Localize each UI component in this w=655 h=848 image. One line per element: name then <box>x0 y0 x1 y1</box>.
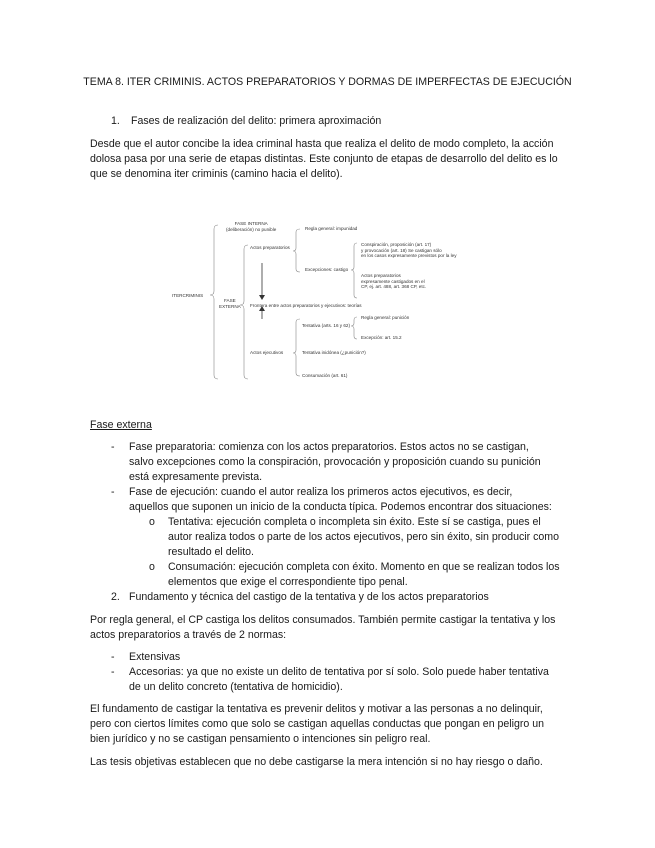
root-brace <box>210 225 218 379</box>
subbullet-line: Tentativa: ejecución completa o incompleta sin éxito. Este sí se castiga, pues el <box>168 516 541 528</box>
diagram-consumacion: Consumación (art. 61) <box>302 373 348 378</box>
fase-externa-heading: Fase externa <box>90 419 152 431</box>
section-1-heading: Fases de realización del delito: primera aproximación <box>131 115 382 127</box>
diagram-tentativa: Tentativa (arts. 16 y 62) <box>302 323 351 328</box>
fundamento-line: bien jurídico y no se castigan pensamiento o intenciones sin peligro real. <box>90 733 431 745</box>
subbullet-marker: o <box>149 516 155 528</box>
diagram-excepciones: Excepciones: castigo <box>305 267 349 272</box>
subbullet-line: autor realiza todos o parte de los actos ejecutivos, pero sin éxito, sin producir como <box>168 531 559 543</box>
fase-externa-brace <box>240 245 248 379</box>
diagram-actos-preparatorios: Actos preparatorios <box>250 245 290 250</box>
ejecutivos-brace <box>293 319 300 376</box>
norma-line: Extensivas <box>129 651 181 663</box>
intro-line: dolosa pasa por una serie de etapas distintas. Este conjunto de etapas de desarrollo del delito es lo <box>90 153 558 165</box>
diagram-frontera: Frontera entre actos preparatorios y ejecutivos: teorías <box>250 303 362 308</box>
diagram-regla-impunidad: Regla general: impunidad <box>305 226 358 231</box>
diagram-root: ITERCRIMINIS <box>172 293 204 298</box>
norma-marker: - <box>111 666 115 678</box>
excepciones-brace <box>351 243 357 298</box>
diagram-fase-externa: FASE EXTERNA <box>219 298 241 309</box>
diagram-excepcion: Excepción: art. 15.2 <box>361 335 402 340</box>
diagram-fase-interna: FASE INTERNA (deliberación) no punible <box>226 221 277 232</box>
section-1-number: 1. <box>111 115 120 127</box>
intro-line: Desde que el autor concibe la idea criminal hasta que realiza el delito de modo completo, la acción <box>90 138 554 150</box>
bullet-line: aquellos que suponen un inicio de la conducta típica. Podemos encontrar dos situaciones: <box>129 501 552 513</box>
fundamento-line: El fundamento de castigar la tentativa es prevenir delitos y motivar a las personas a no delinquir, <box>90 703 543 715</box>
arrow-head-icon <box>259 295 265 300</box>
diagram-tentativa-inidonea: Tentativa inidónea (¿punición?) <box>302 350 366 355</box>
subbullet-line: Consumación: ejecución completa con éxito. Momento en que se realizan todos los <box>168 561 560 573</box>
diagram-conspiracion: Conspiración, proposición (art. 17) y provocación (art. 18) Se castigan sólo en los casos expresamente previstos por la ley <box>361 242 457 259</box>
section-2-number: 2. <box>111 591 120 603</box>
diagram-regla-punicion: Regla general: punición <box>361 315 410 320</box>
bullet-line: Fase de ejecución: cuando el autor realiza los primeros actos ejecutivos, es decir, <box>129 486 513 498</box>
section-2-heading: Fundamento y técnica del castigo de la tentativa y de los actos preparatorios <box>129 591 489 603</box>
bullet-line: está expresamente prevista. <box>129 471 263 483</box>
norma-line: de un delito concreto (tentativa de homicidio). <box>129 681 343 693</box>
regla-line: Por regla general, el CP castiga los delitos consumados. También permite castigar la tentativa y los <box>90 614 556 626</box>
tesis-paragraph: Las tesis objetivas establecen que no debe castigarse la mera intención si no hay riesgo o daño. <box>90 756 543 768</box>
bullet-line: Fase preparatoria: comienza con los actos preparatorios. Estos actos no se castigan, <box>129 441 529 453</box>
fundamento-line: pero con ciertos límites como que solo se castigan aquellas conductas que pongan en peligro un <box>90 718 545 730</box>
intro-line: que se denomina iter criminis (camino hacia el delito). <box>90 168 343 180</box>
bullet-line: salvo excepciones como la conspiración, provocación y proposición cuando su punición <box>129 456 541 468</box>
subbullet-line: elementos que exige el correspondiente tipo penal. <box>168 576 408 588</box>
subbullet-marker: o <box>149 561 155 573</box>
diagram-actos-ejecutivos: Actos ejecutivos <box>250 350 284 355</box>
preparatorios-brace <box>293 229 300 272</box>
diagram-actos-castigados: Actos preparatorios expresamente castigados en el CP, ej. art. 488, art. 368 CP, etc. <box>361 273 427 290</box>
document-title: TEMA 8. ITER CRIMINIS. ACTOS PREPARATORIOS Y DORMAS DE IMPERFECTAS DE EJECUCIÓN <box>83 76 572 88</box>
subbullet-line: resultado el delito. <box>168 546 254 558</box>
regla-line: actos preparatorios a través de 2 normas: <box>90 629 287 641</box>
norma-line: Accesorias: ya que no existe un delito de tentativa por sí solo. Solo puede haber tentativa <box>129 666 549 678</box>
norma-marker: - <box>111 651 115 663</box>
iter-criminis-diagram <box>160 215 480 385</box>
bullet-marker: - <box>111 486 115 498</box>
bullet-marker: - <box>111 441 115 453</box>
tentativa-brace <box>351 317 357 339</box>
